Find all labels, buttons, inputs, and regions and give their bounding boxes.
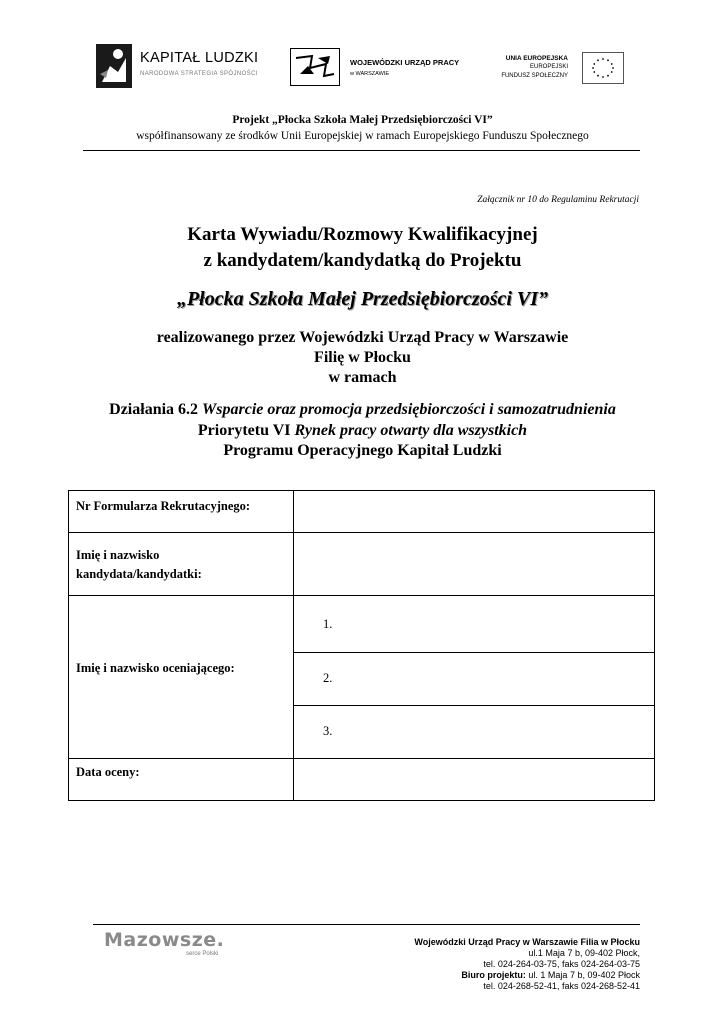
assessor-name-label: Imię i nazwisko oceniającego:: [76, 661, 235, 675]
assessment-date-label: Data oceny:: [76, 765, 140, 779]
mazowsze-logo-word: Mazowsze.: [104, 929, 225, 951]
assessor-number-1: 1.: [323, 617, 333, 631]
eu-flag-icon: [582, 52, 624, 84]
recruitment-form-number-label: Nr Formularza Rekrutacyjnego:: [76, 499, 251, 513]
ue-line3: FUNDUSZ SPOŁECZNY: [501, 73, 568, 79]
project-header-line1: Projekt „Płocka Szkoła Małej Przedsiębiorczości VI”: [232, 114, 493, 126]
wup-logo: [290, 48, 470, 88]
kapital-ludzki-title: KAPITAŁ LUDZKI: [140, 50, 259, 66]
assessor-number-3: 3.: [323, 724, 333, 738]
candidate-name-label-line2: kandydata/kandydatki:: [76, 567, 202, 581]
project-header-line2: współfinansowany ze środków Unii Europejskiej w ramach Europejskiego Funduszu Społecznego: [136, 130, 589, 142]
assessment-date-field[interactable]: [294, 759, 655, 800]
program-line: Programu Operacyjnego Kapitał Ludzki: [223, 442, 502, 459]
ue-logo-text: [501, 54, 568, 81]
project-name-title: „Płocka Szkoła Małej Przedsiębiorczości VI”: [176, 288, 549, 310]
kapital-ludzki-emblem-icon: [96, 44, 132, 88]
document-title-line1: Karta Wywiadu/Rozmowy Kwalifikacyjnej: [187, 224, 538, 245]
ue-line2: EUROPEJSKI: [529, 64, 568, 70]
footer-address: ul.1 Maja 7 b, 09-402 Płock,: [528, 948, 640, 958]
ue-line1: UNIA EUROPEJSKA: [505, 55, 568, 62]
assessor-3-field[interactable]: [294, 706, 655, 758]
footer-divider: [93, 924, 640, 925]
footer-project-office: [461, 970, 640, 981]
footer-office-name: Wojewódzki Urząd Pracy w Warszawie Filia w Płocku: [414, 937, 640, 947]
assessor-1-field[interactable]: [294, 596, 655, 652]
priority-name: Rynek pracy otwarty dla wszystkich: [294, 422, 528, 439]
footer-project-office-address: ul. 1 Maja 7 b, 09-402 Płock: [525, 970, 640, 980]
priority-line: [0, 422, 725, 440]
interview-form-table: [68, 490, 655, 801]
footer-phone: tel. 024-264-03-75, faks 024-264-03-75: [483, 959, 640, 969]
annex-note: Załącznik nr 10 do Regulaminu Rekrutacji: [477, 195, 639, 205]
recruitment-form-number-field[interactable]: [294, 491, 655, 532]
action-line: [0, 401, 725, 419]
priority-prefix: Priorytetu VI: [197, 422, 295, 439]
wup-title: WOJEWÓDZKI URZĄD PRACY: [350, 58, 460, 67]
mazowsze-logo: [104, 929, 234, 963]
ue-logo: [490, 50, 630, 86]
mazowsze-logo-subtitle: serce Polski: [186, 951, 219, 957]
candidate-name-field[interactable]: [294, 533, 655, 595]
footer-project-phone: tel. 024-268-52-41, faks 024-268-52-41: [483, 981, 640, 991]
header-divider: [83, 150, 640, 151]
document-title-line2: z kandydatem/kandydatką do Projektu: [203, 250, 522, 271]
realized-by-line1: realizowanego przez Wojewódzki Urząd Pracy w Warszawie: [156, 329, 569, 346]
wup-emblem-icon: [290, 48, 340, 86]
footer-project-office-label: Biuro projektu:: [461, 970, 526, 980]
candidate-name-label-line1: Imię i nazwisko: [76, 548, 160, 562]
action-name: Wsparcie oraz promocja przedsiębiorczości i samozatrudnienia: [202, 401, 616, 418]
candidate-name-label: [76, 546, 202, 584]
action-prefix: Działania 6.2: [109, 401, 203, 418]
kapital-ludzki-subtitle: NARODOWA STRATEGIA SPÓJNOŚCI: [140, 71, 258, 77]
realized-by-line3: w ramach: [328, 369, 397, 386]
assessor-number-2: 2.: [323, 671, 333, 685]
wup-subtitle: w WARSZAWIE: [350, 71, 390, 77]
assessor-2-field[interactable]: [294, 653, 655, 705]
realized-by-line2: Filię w Płocku: [314, 349, 411, 366]
kapital-ludzki-logo: [96, 44, 266, 90]
